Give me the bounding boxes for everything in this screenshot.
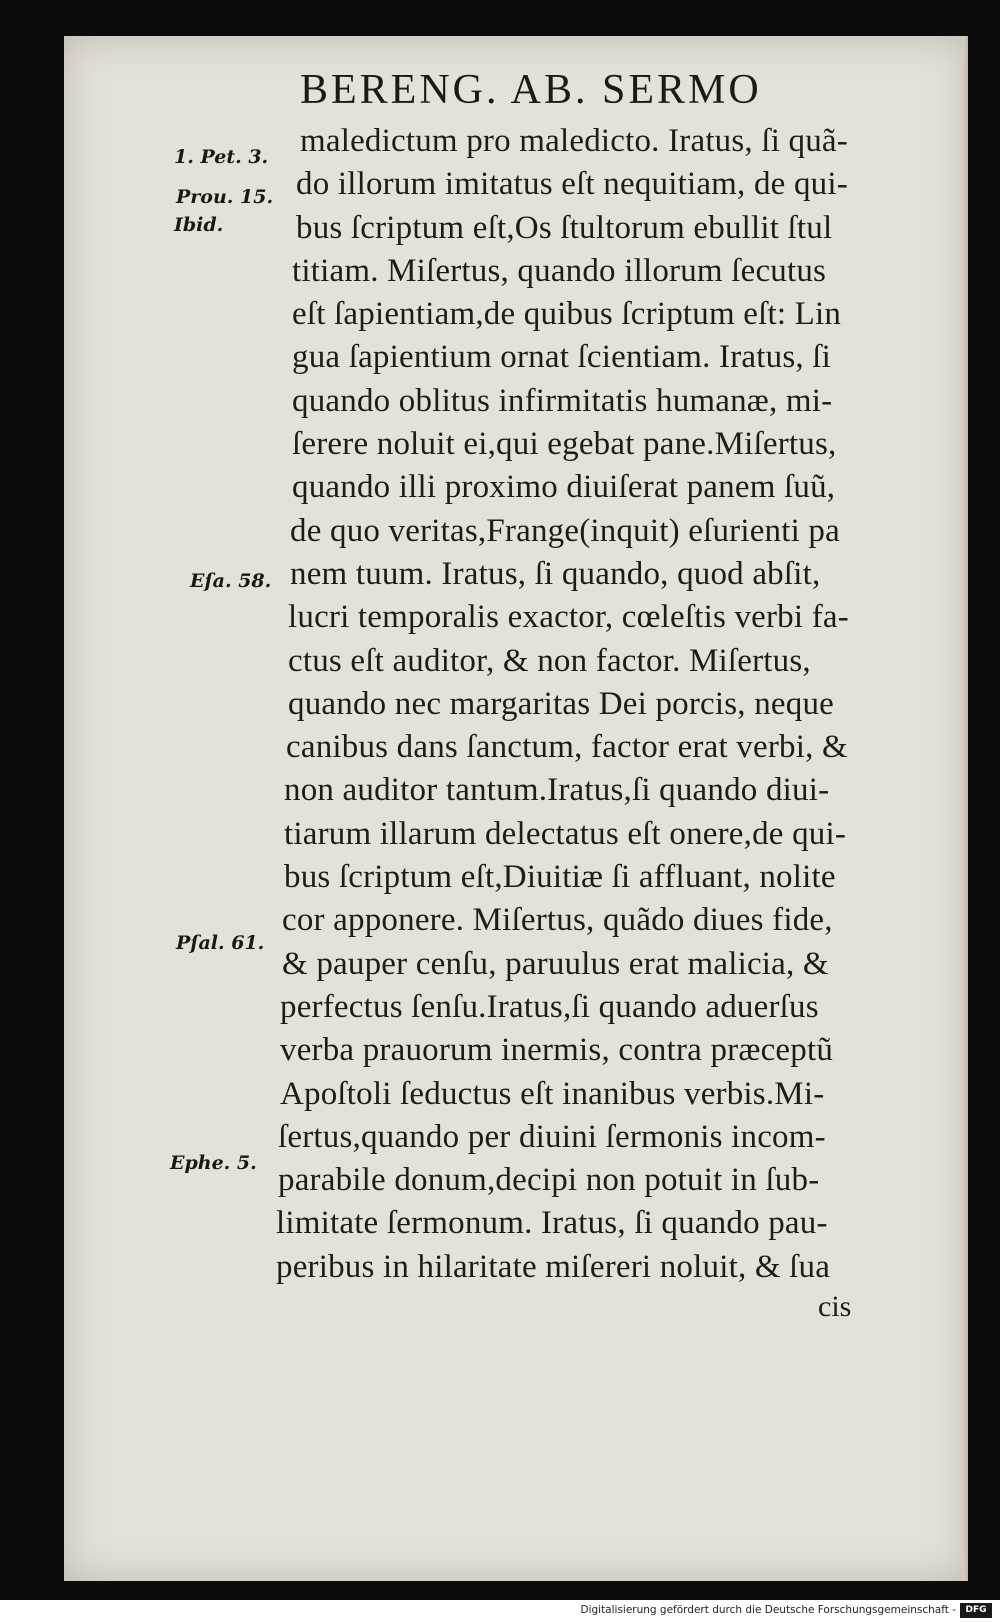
text-line: quando oblitus infirmitatis humanæ, mi-	[292, 382, 833, 419]
funding-credit: Digitalisierung gefördert durch die Deutsche Forschungsgemeinschaft -	[580, 1604, 956, 1616]
margin-note-ephe: Ephe. 5.	[170, 1152, 257, 1174]
text-line: verba prauorum inermis, contra præceptũ	[280, 1032, 834, 1069]
body-text	[210, 120, 900, 1289]
text-line: quando illi proximo diuiſerat panem ſuũ,	[292, 469, 836, 506]
text-line: cor apponere. Miſertus, quãdo diues fide,	[282, 902, 833, 939]
text-line: nem tuum. Iratus, ſi quando, quod abſit,	[290, 555, 821, 592]
text-line: & pauper cenſu, paruulus erat malicia, &	[282, 945, 829, 982]
text-line: do illorum imitatus eſt nequitiam, de qui-	[296, 166, 848, 203]
margin-note-psal: Pſal. 61.	[176, 932, 265, 954]
text-line: bus ſcriptum eſt,Os ſtultorum ebullit ſtul	[296, 209, 833, 246]
text-line: non auditor tantum.Iratus,ſi quando diui-	[284, 772, 830, 809]
text-line: de quo veritas,Frange(inquit) eſurienti pa	[290, 512, 840, 549]
margin-note-prou: Prou. 15.	[176, 186, 274, 208]
text-line: ctus eſt auditor, & non factor. Miſertus,	[288, 642, 811, 679]
page-edge	[962, 36, 968, 1581]
text-line: lucri temporalis exactor, cœleſtis verbi fa-	[288, 599, 849, 636]
text-line: titiam. Miſertus, quando illorum ſecutus	[292, 252, 827, 289]
text-line: limitate ſermonum. Iratus, ſi quando pau-	[276, 1205, 828, 1242]
text-line: quando nec margaritas Dei porcis, neque	[288, 685, 834, 722]
margin-note-ibid: Ibid.	[174, 214, 224, 236]
text-line: ſerere noluit ei,qui egebat pane.Miſertus,	[292, 426, 837, 463]
text-line: peribus in hilaritate miſereri noluit, & ſua	[276, 1248, 831, 1285]
text-line: Apoſtoli ſeductus eſt inanibus verbis.Mi-	[280, 1075, 825, 1112]
text-line: parabile donum,decipi non potuit in ſub-	[278, 1162, 820, 1199]
text-line: gua ſapientium ornat ſcientiam. Iratus, ſi	[292, 339, 831, 376]
text-line: canibus dans ſanctum, factor erat verbi, &	[286, 729, 848, 766]
catchword: cis	[818, 1290, 852, 1323]
text-line: perfectus ſenſu.Iratus,ſi quando aduerſus	[280, 988, 819, 1025]
margin-note-esa: Eſa. 58.	[190, 570, 272, 592]
text-line: bus ſcriptum eſt,Diuitiæ ſi affluant, nolite	[284, 859, 836, 896]
dfg-logo: DFG	[960, 1603, 992, 1618]
text-line: tiarum illarum delectatus eſt onere,de qui-	[284, 815, 847, 852]
running-header: BERENG. AB. SERMO	[300, 67, 762, 113]
text-line: ſertus,quando per diuini ſermonis incom-	[278, 1118, 826, 1155]
margin-note-pet: 1. Pet. 3.	[174, 146, 269, 168]
text-line: maledictum pro maledicto. Iratus, ſi quã-	[300, 123, 848, 159]
footer-bar	[0, 1600, 1000, 1623]
text-line: eſt ſapientiam,de quibus ſcriptum eſt: Lin	[292, 296, 842, 333]
